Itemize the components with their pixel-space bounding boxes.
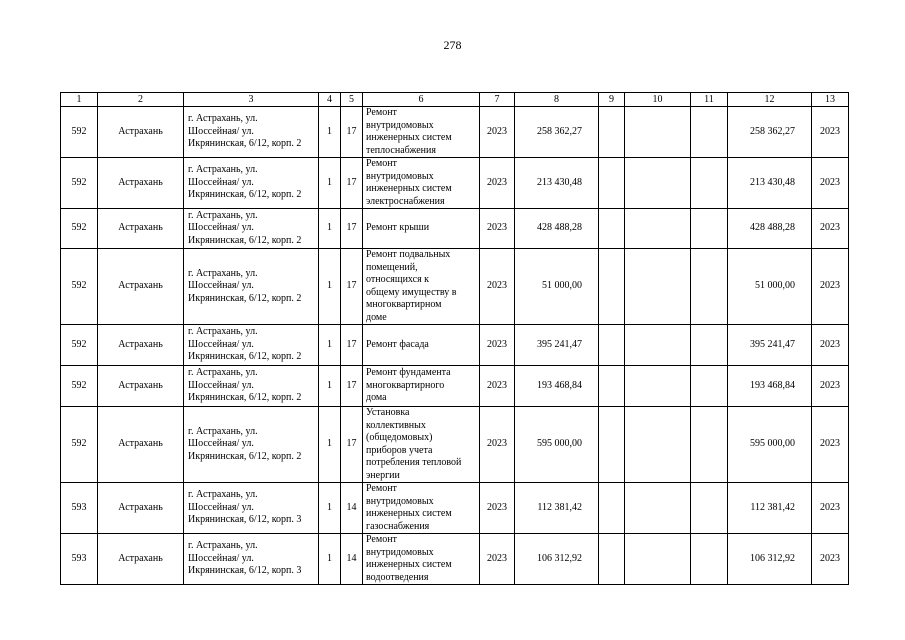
col4-cell: 1: [319, 366, 341, 407]
table-row: [61, 249, 849, 325]
page-number: 278: [443, 38, 462, 52]
col4-cell: 1: [319, 534, 341, 585]
col4-cell: 1: [319, 158, 341, 209]
column-number: 1: [61, 93, 98, 107]
col10-cell: [625, 209, 691, 249]
col11-cell: [691, 107, 728, 158]
total-cell: 395 241,47: [728, 325, 812, 366]
address-cell-line: г. Астрахань, ул.: [188, 267, 258, 279]
year-cell: 2023: [480, 366, 515, 407]
work-type-cell-line: Ремонт фасада: [366, 338, 429, 350]
address-cell-line: Икрянинская, 6/12, корп. 3: [188, 514, 302, 526]
address-cell-line: Икрянинская, 6/12, корп. 2: [188, 292, 302, 304]
total-cell: 51 000,00: [728, 249, 812, 325]
row-number: 592: [61, 209, 98, 249]
work-type-cell-line: относящихся к: [366, 274, 430, 285]
work-type-cell: [363, 107, 480, 158]
col9-cell: [599, 209, 625, 249]
address-cell: [184, 366, 319, 407]
address-cell-line: г. Астрахань, ул.: [188, 113, 258, 125]
address-cell: [184, 407, 319, 483]
row-number: 592: [61, 366, 98, 407]
work-type-cell-line: энергии: [366, 469, 400, 481]
year-cell: 2023: [480, 325, 515, 366]
col4-cell: 1: [319, 325, 341, 366]
address-cell-line: Шоссейная/ ул.: [188, 222, 254, 234]
table-row: [61, 366, 849, 407]
year-cell: 2023: [480, 249, 515, 325]
work-type-cell-line: помещений,: [366, 261, 418, 273]
col10-cell: [625, 107, 691, 158]
work-type-cell: [363, 407, 480, 483]
work-type-cell-line: внутридомовых: [366, 495, 434, 507]
col5-cell: 17: [341, 249, 363, 325]
col5-cell: 14: [341, 483, 363, 534]
work-type-cell-line: многоквартирного: [366, 379, 445, 391]
row-number: 593: [61, 483, 98, 534]
city-cell: Астрахань: [98, 107, 184, 158]
address-cell-line: Шоссейная/ ул.: [188, 338, 254, 350]
row-number: 592: [61, 107, 98, 158]
column-number: 11: [691, 93, 728, 107]
address-cell-line: г. Астрахань, ул.: [188, 367, 258, 379]
total-cell: 595 000,00: [728, 407, 812, 483]
col11-cell: [691, 209, 728, 249]
city-cell: Астрахань: [98, 366, 184, 407]
work-type-cell-line: приборов учета: [366, 444, 433, 456]
col9-cell: [599, 325, 625, 366]
address-cell-line: Икрянинская, 6/12, корп. 2: [188, 189, 302, 201]
cost-cell: 51 000,00: [515, 249, 599, 325]
row-number: 592: [61, 325, 98, 366]
year-cell: 2023: [480, 209, 515, 249]
cost-cell: 595 000,00: [515, 407, 599, 483]
col5-cell: 17: [341, 325, 363, 366]
end-year-cell: 2023: [812, 407, 849, 483]
address-cell-line: Икрянинская, 6/12, корп. 2: [188, 450, 302, 462]
col5-cell: 17: [341, 107, 363, 158]
work-type-cell-line: внутридомовых: [366, 170, 434, 182]
col5-cell: 17: [341, 407, 363, 483]
col9-cell: [599, 483, 625, 534]
year-cell: 2023: [480, 158, 515, 209]
work-type-cell-line: Ремонт крыши: [366, 222, 430, 234]
column-number: 8: [515, 93, 599, 107]
city-cell: Астрахань: [98, 325, 184, 366]
work-type-cell-line: газоснабжения: [366, 520, 430, 532]
column-number: 12: [728, 93, 812, 107]
row-number: 593: [61, 534, 98, 585]
col11-cell: [691, 325, 728, 366]
work-type-cell-line: электроснабжения: [366, 195, 445, 207]
address-cell-line: г. Астрахань, ул.: [188, 326, 258, 338]
table-row: [61, 325, 849, 366]
table-row: [61, 534, 849, 585]
table-row: [61, 483, 849, 534]
total-cell: 112 381,42: [728, 483, 812, 534]
col10-cell: [625, 249, 691, 325]
work-type-cell-line: Установка: [366, 407, 410, 418]
work-type-cell-line: теплоснабжения: [366, 144, 436, 156]
year-cell: 2023: [480, 107, 515, 158]
address-cell-line: г. Астрахань, ул.: [188, 425, 258, 437]
col11-cell: [691, 158, 728, 209]
work-type-cell-line: общему имуществу в: [366, 286, 457, 298]
column-number: 4: [319, 93, 341, 107]
cost-cell: 258 362,27: [515, 107, 599, 158]
row-number: 592: [61, 158, 98, 209]
address-cell-line: Шоссейная/ ул.: [188, 125, 254, 137]
work-type-cell-line: Ремонт: [366, 158, 397, 169]
table-row: [61, 107, 849, 158]
work-type-cell-line: Ремонт фундамента: [366, 367, 451, 379]
col4-cell: 1: [319, 107, 341, 158]
col4-cell: 1: [319, 407, 341, 483]
address-cell-line: Икрянинская, 6/12, корп. 2: [188, 234, 302, 246]
address-cell: [184, 209, 319, 249]
city-cell: Астрахань: [98, 534, 184, 585]
col11-cell: [691, 249, 728, 325]
column-number: 5: [341, 93, 363, 107]
work-type-cell-line: (общедомовых): [366, 432, 433, 443]
work-type-cell-line: Ремонт: [366, 534, 397, 545]
col5-cell: 17: [341, 209, 363, 249]
col11-cell: [691, 366, 728, 407]
work-type-cell: [363, 366, 480, 407]
address-cell-line: Икрянинская, 6/12, корп. 2: [188, 138, 302, 150]
total-cell: 193 468,84: [728, 366, 812, 407]
col10-cell: [625, 483, 691, 534]
work-type-cell-line: инженерных систем: [366, 508, 452, 519]
col5-cell: 14: [341, 534, 363, 585]
end-year-cell: 2023: [812, 158, 849, 209]
table-row: [61, 209, 849, 249]
work-type-cell-line: внутридомовых: [366, 119, 434, 131]
address-cell: [184, 249, 319, 325]
address-cell-line: г. Астрахань, ул.: [188, 540, 258, 552]
end-year-cell: 2023: [812, 366, 849, 407]
work-type-cell-line: внутридомовых: [366, 546, 434, 558]
city-cell: Астрахань: [98, 407, 184, 483]
address-cell: [184, 534, 319, 585]
address-cell: [184, 158, 319, 209]
column-number: 7: [480, 93, 515, 107]
total-cell: 213 430,48: [728, 158, 812, 209]
work-type-cell: [363, 209, 480, 249]
address-cell-line: Шоссейная/ ул.: [188, 379, 254, 391]
col5-cell: 17: [341, 366, 363, 407]
year-cell: 2023: [480, 407, 515, 483]
work-type-cell-line: Ремонт: [366, 107, 397, 118]
column-number: 10: [625, 93, 691, 107]
work-type-cell-line: Ремонт: [366, 483, 397, 494]
address-cell-line: Икрянинская, 6/12, корп. 2: [188, 351, 302, 363]
work-type-cell-line: Ремонт подвальных: [366, 249, 451, 260]
address-cell: [184, 107, 319, 158]
column-number: 2: [98, 93, 184, 107]
table-row: [61, 158, 849, 209]
col10-cell: [625, 407, 691, 483]
cost-cell: 213 430,48: [515, 158, 599, 209]
work-type-cell-line: потребления тепловой: [366, 457, 462, 468]
work-type-cell-line: коллективных: [366, 419, 426, 431]
col4-cell: 1: [319, 209, 341, 249]
work-type-cell: [363, 534, 480, 585]
city-cell: Астрахань: [98, 158, 184, 209]
work-type-cell: [363, 158, 480, 209]
address-cell-line: Шоссейная/ ул.: [188, 280, 254, 292]
address-cell-line: г. Астрахань, ул.: [188, 209, 258, 221]
cost-cell: 106 312,92: [515, 534, 599, 585]
address-cell-line: Шоссейная/ ул.: [188, 176, 254, 188]
work-type-cell: [363, 325, 480, 366]
address-cell-line: Икрянинская, 6/12, корп. 2: [188, 392, 302, 404]
end-year-cell: 2023: [812, 483, 849, 534]
work-type-cell-line: дома: [366, 392, 387, 404]
column-number: 3: [184, 93, 319, 107]
total-cell: 428 488,28: [728, 209, 812, 249]
city-cell: Астрахань: [98, 209, 184, 249]
col4-cell: 1: [319, 483, 341, 534]
cost-cell: 193 468,84: [515, 366, 599, 407]
cost-cell: 112 381,42: [515, 483, 599, 534]
end-year-cell: 2023: [812, 534, 849, 585]
col9-cell: [599, 407, 625, 483]
row-number: 592: [61, 249, 98, 325]
col11-cell: [691, 534, 728, 585]
col5-cell: 17: [341, 158, 363, 209]
work-type-cell-line: водоотведения: [366, 571, 429, 583]
col10-cell: [625, 158, 691, 209]
col11-cell: [691, 483, 728, 534]
address-cell-line: Шоссейная/ ул.: [188, 438, 254, 450]
work-type-cell-line: инженерных систем: [366, 183, 452, 194]
work-type-cell-line: инженерных систем: [366, 559, 452, 570]
col4-cell: 1: [319, 249, 341, 325]
cost-cell: 395 241,47: [515, 325, 599, 366]
address-cell: [184, 325, 319, 366]
col9-cell: [599, 107, 625, 158]
total-cell: 106 312,92: [728, 534, 812, 585]
end-year-cell: 2023: [812, 209, 849, 249]
col11-cell: [691, 407, 728, 483]
header-row: [61, 93, 849, 107]
work-type-cell-line: инженерных систем: [366, 132, 452, 143]
address-cell-line: Икрянинская, 6/12, корп. 3: [188, 565, 302, 577]
row-number: 592: [61, 407, 98, 483]
col10-cell: [625, 534, 691, 585]
cost-cell: 428 488,28: [515, 209, 599, 249]
year-cell: 2023: [480, 534, 515, 585]
address-cell: [184, 483, 319, 534]
address-cell-line: г. Астрахань, ул.: [188, 164, 258, 176]
col9-cell: [599, 366, 625, 407]
year-cell: 2023: [480, 483, 515, 534]
col9-cell: [599, 534, 625, 585]
city-cell: Астрахань: [98, 249, 184, 325]
work-type-cell-line: многоквартирном: [366, 299, 442, 310]
column-number: 13: [812, 93, 849, 107]
table-row: [61, 407, 849, 483]
col10-cell: [625, 366, 691, 407]
capital-repair-table: [60, 92, 849, 585]
col10-cell: [625, 325, 691, 366]
city-cell: Астрахань: [98, 483, 184, 534]
col9-cell: [599, 249, 625, 325]
work-type-cell-line: доме: [366, 311, 387, 323]
address-cell-line: Шоссейная/ ул.: [188, 552, 254, 564]
end-year-cell: 2023: [812, 107, 849, 158]
end-year-cell: 2023: [812, 249, 849, 325]
work-type-cell: [363, 483, 480, 534]
column-number: 6: [363, 93, 480, 107]
end-year-cell: 2023: [812, 325, 849, 366]
address-cell-line: Шоссейная/ ул.: [188, 501, 254, 513]
column-number: 9: [599, 93, 625, 107]
col9-cell: [599, 158, 625, 209]
address-cell-line: г. Астрахань, ул.: [188, 489, 258, 501]
total-cell: 258 362,27: [728, 107, 812, 158]
work-type-cell: [363, 249, 480, 325]
